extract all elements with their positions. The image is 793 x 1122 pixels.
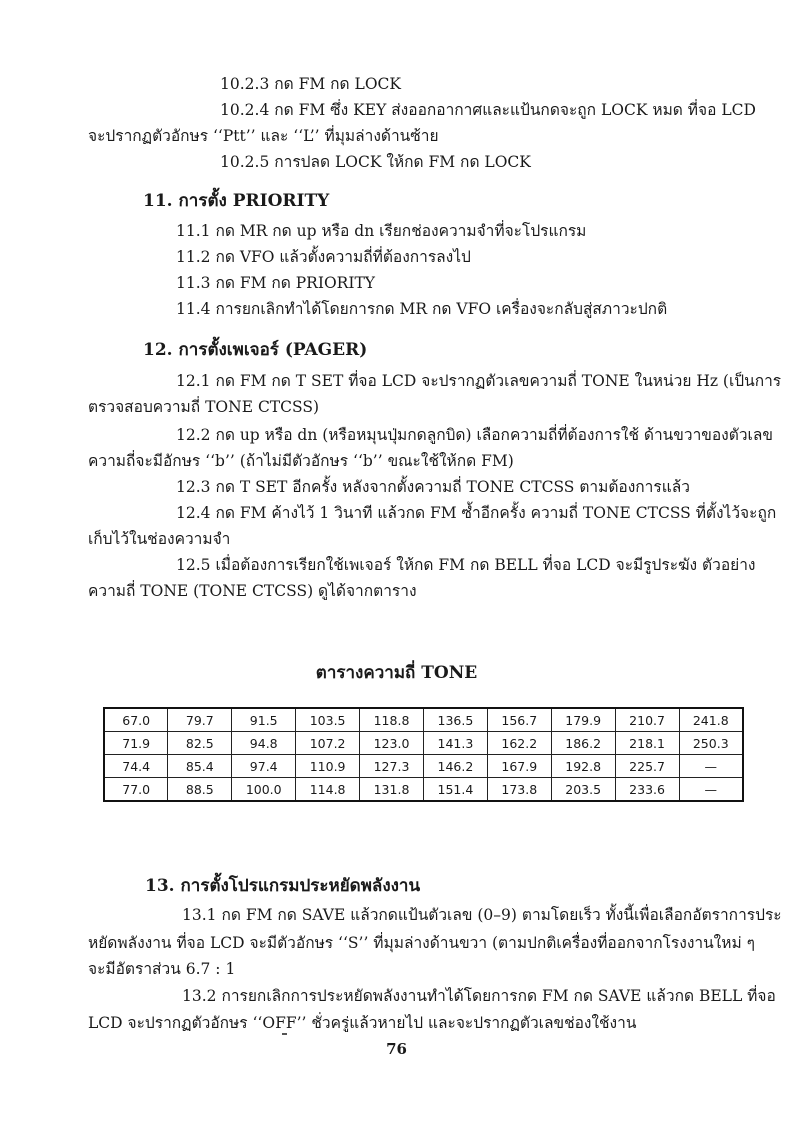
step-10-2-3: 10.2.3 กด FM กด LOCK bbox=[220, 75, 401, 93]
table-cell: 173.8 bbox=[487, 778, 551, 802]
table-cell: 146.2 bbox=[423, 755, 487, 778]
step-11-1: 11.1 กด MR กด up หรือ dn เรียกช่องความจำที่จะโปรแกรม bbox=[176, 222, 587, 240]
table-cell: 91.5 bbox=[232, 708, 296, 732]
table-cell: 225.7 bbox=[615, 755, 679, 778]
table-cell: 94.8 bbox=[232, 732, 296, 755]
table-cell: 110.9 bbox=[296, 755, 360, 778]
step-10-2-5: 10.2.5 การปลด LOCK ให้กด FM กด LOCK bbox=[220, 153, 531, 171]
step-12-3: 12.3 กด T SET อีกครั้ง หลังจากตั้งความถี่ TONE CTCSS ตามต้องการแล้ว bbox=[176, 478, 690, 496]
table-row bbox=[104, 732, 743, 755]
section-13-heading: 13. การตั้งโปรแกรมประหยัดพลังงาน bbox=[145, 876, 421, 896]
table-cell: 203.5 bbox=[551, 778, 615, 802]
table-cell: 114.8 bbox=[296, 778, 360, 802]
table-cell: 151.4 bbox=[423, 778, 487, 802]
table-title: ตารางความถี่ TONE bbox=[315, 663, 478, 683]
table-cell: 77.0 bbox=[104, 778, 168, 802]
table-cell: — bbox=[679, 755, 743, 778]
step-13-1-cont2: จะมีอัตราส่วน 6.7 : 1 bbox=[88, 960, 236, 978]
table-cell: 179.9 bbox=[551, 708, 615, 732]
step-13-1-cont: หยัดพลังงาน ที่จอ LCD จะมีตัวอักษร ‘‘S’’ ที่มุมล่างด้านขวา (ตามปกติเครื่องที่ออกจากโรงงานใหม่ ๆ bbox=[88, 934, 755, 952]
table-cell: 103.5 bbox=[296, 708, 360, 732]
step-12-5-cont: ความถี่ TONE (TONE CTCSS) ดูได้จากตาราง bbox=[88, 582, 417, 600]
table-cell: 118.8 bbox=[360, 708, 424, 732]
table-cell: 218.1 bbox=[615, 732, 679, 755]
tone-frequency-table bbox=[103, 707, 744, 802]
table-cell: 233.6 bbox=[615, 778, 679, 802]
table-cell: 88.5 bbox=[168, 778, 232, 802]
step-13-2-cont: LCD จะปรากฏตัวอักษร ‘‘OFF’’ ชั่วครู่แล้วหายไป และจะปรากฏตัวเลขช่องใช้งาน bbox=[88, 1014, 637, 1032]
table-cell: — bbox=[679, 778, 743, 802]
table-cell: 131.8 bbox=[360, 778, 424, 802]
table-cell: 107.2 bbox=[296, 732, 360, 755]
table-cell: 136.5 bbox=[423, 708, 487, 732]
step-11-2: 11.2 กด VFO แล้วตั้งความถี่ที่ต้องการลงไป bbox=[176, 248, 471, 266]
table-cell: 85.4 bbox=[168, 755, 232, 778]
table-cell: 250.3 bbox=[679, 732, 743, 755]
step-12-2: 12.2 กด up หรือ dn (หรือหมุนปุ่มกดลูกบิด) เลือกความถี่ที่ต้องการใช้ ด้านขวาของตัวเลข bbox=[176, 426, 773, 444]
step-11-4: 11.4 การยกเลิกทำได้โดยการกด MR กด VFO เครื่องจะกลับสู่สภาวะปกติ bbox=[176, 300, 668, 318]
table-cell: 74.4 bbox=[104, 755, 168, 778]
table-cell: 71.9 bbox=[104, 732, 168, 755]
table-cell: 100.0 bbox=[232, 778, 296, 802]
step-12-4: 12.4 กด FM ค้างไว้ 1 วินาที แล้วกด FM ซ้ำอีกครั้ง ความถี่ TONE CTCSS ที่ตั้งไว้จะถูก bbox=[176, 504, 777, 522]
table-cell: 67.0 bbox=[104, 708, 168, 732]
table-cell: 167.9 bbox=[487, 755, 551, 778]
step-13-2: 13.2 การยกเลิกการประหยัดพลังงานทำได้โดยการกด FM กด SAVE แล้วกด BELL ที่จอ bbox=[182, 987, 776, 1005]
table-cell: 82.5 bbox=[168, 732, 232, 755]
table-row bbox=[104, 778, 743, 802]
section-11-heading: 11. การตั้ง PRIORITY bbox=[143, 191, 330, 211]
table-cell: 210.7 bbox=[615, 708, 679, 732]
table-cell: 79.7 bbox=[168, 708, 232, 732]
table-cell: 123.0 bbox=[360, 732, 424, 755]
scan-speck bbox=[282, 1033, 287, 1035]
step-12-5: 12.5 เมื่อต้องการเรียกใช้เพเจอร์ ให้กด FM กด BELL ที่จอ LCD จะมีรูประฆัง ตัวอย่าง bbox=[176, 556, 756, 574]
table-cell: 192.8 bbox=[551, 755, 615, 778]
step-10-2-4: 10.2.4 กด FM ซึ่ง KEY ส่งออกอากาศและแป้นกดจะถูก LOCK หมด ที่จอ LCD bbox=[220, 101, 756, 119]
step-12-1: 12.1 กด FM กด T SET ที่จอ LCD จะปรากฏตัวเลขความถี่ TONE ในหน่วย Hz (เป็นการ bbox=[176, 372, 782, 390]
step-11-3: 11.3 กด FM กด PRIORITY bbox=[176, 274, 376, 292]
step-12-2-cont: ความถี่จะมีอักษร ‘‘b’’ (ถ้าไม่มีตัวอักษร ‘‘b’’ ขณะใช้ให้กด FM) bbox=[88, 452, 514, 470]
step-12-1-cont: ตรวจสอบความถี่ TONE CTCSS) bbox=[88, 398, 320, 416]
step-12-4-cont: เก็บไว้ในช่องความจำ bbox=[88, 530, 231, 548]
table-cell: 186.2 bbox=[551, 732, 615, 755]
table-cell: 162.2 bbox=[487, 732, 551, 755]
table-row bbox=[104, 708, 743, 732]
page-number: 76 bbox=[386, 1040, 407, 1058]
table-row bbox=[104, 755, 743, 778]
table-cell: 141.3 bbox=[423, 732, 487, 755]
table-cell: 127.3 bbox=[360, 755, 424, 778]
step-13-1: 13.1 กด FM กด SAVE แล้วกดแป้นตัวเลข (0–9) ตามโดยเร็ว ทั้งนี้เพื่อเลือกอัตราการประ bbox=[182, 906, 782, 924]
table-cell: 97.4 bbox=[232, 755, 296, 778]
section-12-heading: 12. การตั้งเพเจอร์ (PAGER) bbox=[143, 340, 368, 360]
step-10-2-4-cont: จะปรากฏตัวอักษร ‘‘Ptt’’ และ ‘‘L’’ ที่มุมล่างด้านซ้าย bbox=[88, 127, 439, 145]
table-cell: 156.7 bbox=[487, 708, 551, 732]
table-cell: 241.8 bbox=[679, 708, 743, 732]
